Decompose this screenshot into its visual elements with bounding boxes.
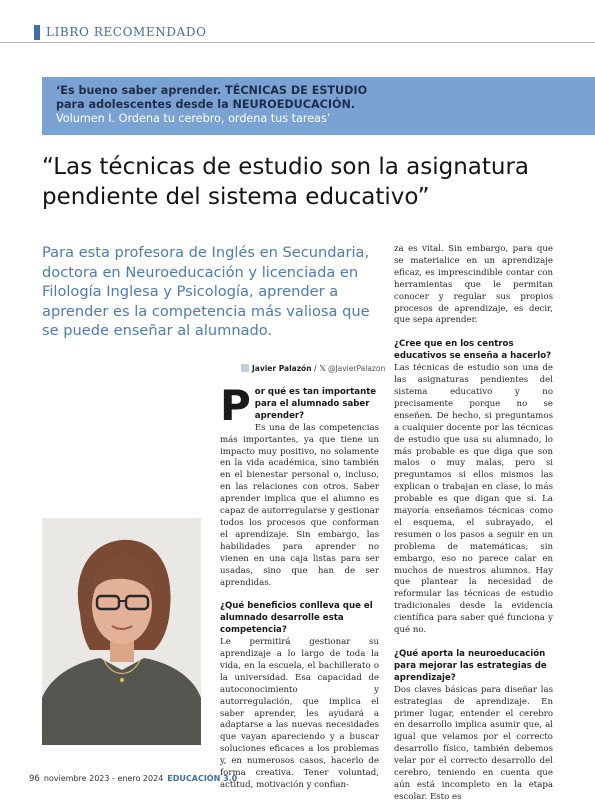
issue-date: noviembre 2023 - enero 2024	[43, 774, 164, 783]
portrait-illustration	[42, 518, 201, 745]
top-divider	[0, 42, 595, 43]
byline-separator: /	[313, 364, 317, 373]
x-logo-icon: 𝕏	[319, 364, 326, 373]
answer-2: Le permitirá gestionar su aprendizaje a lo largo de toda la vida, en la escuela, el bachillerato o la universidad. Esa capacidad de autoconocimiento y autorregulación, que implica el saber aprender, les ayudará a adaptarse a las nuevas necesidades que vayan apareciendo y a buscar soluciones eficaces a los problemas y, en numerosos casos, hacerlo de forma creativa. Tener voluntad, actitud, motivación y confian-	[220, 637, 379, 790]
section-label: LIBRO RECOMENDADO	[46, 25, 207, 39]
answer-2-continued: za es vital. Sin embargo, para que se materialice en un aprendizaje eficaz, es imprescindible contar con herramientas que le permitan conocer y regular sus propios procesos de aprendizaje, es decir, que sepa aprender.	[394, 244, 553, 326]
question-1: or qué es tan importante para el alumnado saber aprender?	[254, 387, 377, 421]
banner-line-2: para adolescentes desde la NEUROEDUCACIÓN.	[56, 98, 356, 111]
drop-cap: P	[220, 381, 251, 430]
section-tag-bar	[34, 25, 40, 40]
byline-author: Javier Palazón	[252, 364, 312, 373]
article-column-1	[220, 381, 379, 792]
answer-3: Las técnicas de estudio son una de las asignaturas pendientes del sistema educativo y no precisamente porque no se enseñen. De hecho, si preguntamos a cualquier docente por las técnicas de estudio que usa su alumnado, lo más probable es que diga que son malos o muy malas, pero si preguntamos si ellos mismos las explican o trabajan en clase, lo más probable es que digan que sí. La mayoría enseñamos técnicas como el esquema, el subrayado, el resumen o los pasos a seguir en un problema de matemáticas; sin embargo, eso no parece calar en muchos de nuestros alumnos. Hay que plantear la necesidad de reformular las técnicas de estudio tradicionales desde la evidencia científica para saber qué funciona y qué no.	[394, 363, 553, 636]
byline	[241, 364, 385, 373]
byline-handle: @JavierPalazon	[327, 364, 386, 373]
magazine-brand: EDUCACIÓN 3.0	[167, 774, 238, 783]
question-3: ¿Cree que en los centros educativos se enseña a hacerlo?	[394, 339, 552, 362]
banner-line-3: Volumen I. Ordena tu cerebro, ordena tus tareas’	[56, 112, 331, 125]
question-4: ¿Qué aporta la neuroeducación para mejorar las estrategias de aprendizaje?	[394, 649, 547, 683]
byline-marker	[241, 364, 249, 372]
page-footer	[29, 774, 237, 784]
headline: “Las técnicas de estudio son la asignatura pendiente del sistema educativo”	[42, 154, 530, 210]
banner-line-1: ‘Es bueno saber aprender. TÉCNICAS DE ESTUDIO	[56, 84, 368, 97]
article-column-2	[394, 244, 553, 804]
answer-4: Dos claves básicas para diseñar las estrategias de aprendizaje. En primer lugar, entender el cerebro en desarrollo implica asumir que, al igual que velamos por el correcto desarrollo físico, también debemos velar por el correcto desarrollo del cerebro, teniendo en cuenta que aún está incompleto en la etapa escolar. Esto es	[394, 684, 553, 802]
answer-1: Es una de las competencias más importantes, ya que tiene un impacto muy positivo, no solamente en la vida académica, sino también en el bienestar personal o, incluso, en las relaciones con otros. Saber aprender implica que el alumno es capaz de autorregularse y gestionar todos los procesos que conforman el aprendizaje. Sin embargo, las habilidades para aprender no vienen en una caja listas para ser usadas, sino que han de ser aprendidas.	[220, 422, 379, 588]
intro-paragraph: Para esta profesora de Inglés en Secundaria, doctora en Neuroeducación y licenciada en Filología Inglesa y Psicología, aprender a aprender es la competencia más valiosa que se puede enseñar al alumnado.	[42, 244, 370, 339]
page-number: 96	[29, 774, 40, 784]
author-portrait-photo	[42, 518, 201, 745]
question-2: ¿Qué beneficios conlleva que el alumnado desarrolle esta competencia?	[220, 601, 373, 636]
book-banner	[42, 77, 595, 135]
